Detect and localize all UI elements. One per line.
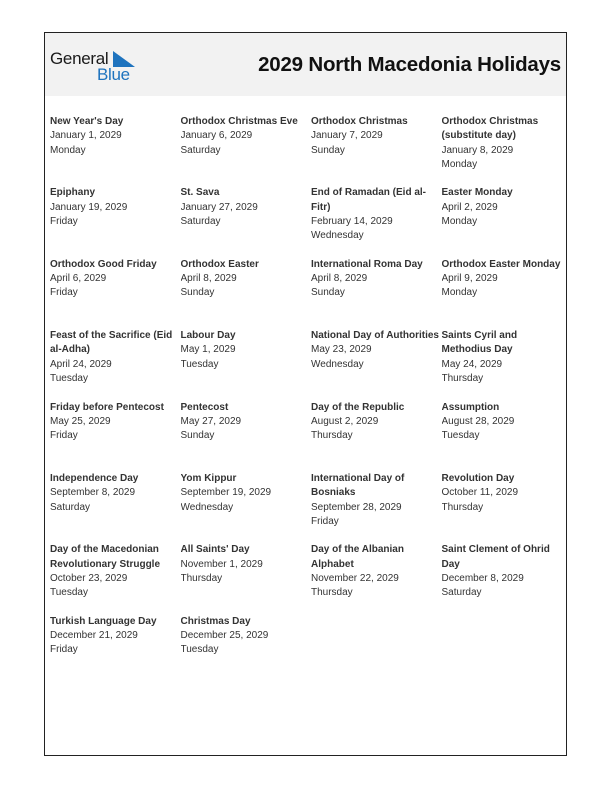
holiday-name: Pentecost (180, 401, 229, 413)
holiday-date: May 1, 2029 (180, 344, 236, 356)
holiday-date: December 8, 2029 (441, 572, 524, 584)
holiday-entry (50, 258, 181, 329)
holiday-date: April 8, 2029 (311, 273, 368, 285)
holiday-weekday: Sunday (311, 144, 345, 156)
holiday-name: Day of the Albanian Alphabet (311, 544, 404, 570)
holiday-date: April 8, 2029 (180, 273, 237, 285)
holiday-name: Assumption (441, 401, 500, 413)
holiday-name: All Saints' Day (180, 544, 250, 556)
holiday-entry (181, 472, 312, 543)
holiday-weekday: Sunday (311, 287, 345, 299)
holiday-weekday: Saturday (180, 215, 221, 227)
holiday-entry (442, 186, 570, 257)
holiday-date: December 21, 2029 (50, 630, 138, 642)
holiday-date: January 7, 2029 (311, 130, 383, 142)
holiday-date: May 24, 2029 (441, 358, 503, 370)
holiday-name: International Roma Day (311, 258, 423, 270)
holiday-date: January 6, 2029 (180, 130, 253, 142)
holiday-name: Turkish Language Day (50, 615, 157, 627)
holiday-weekday: Monday (441, 287, 478, 299)
holiday-weekday: Tuesday (180, 358, 219, 370)
holiday-name: International Day of Bosniaks (311, 472, 405, 499)
holiday-weekday: Monday (441, 215, 478, 227)
holiday-entry (442, 472, 570, 543)
holiday-weekday: Tuesday (50, 373, 88, 385)
holiday-name: Orthodox Christmas (311, 116, 408, 127)
holiday-weekday: Wednesday (311, 230, 364, 242)
holiday-name: Yom Kippur (180, 472, 237, 484)
holiday-entry (50, 472, 181, 543)
holiday-list (50, 115, 570, 686)
holiday-name: Friday before Pentecost (50, 401, 164, 413)
holiday-name: Epiphany (50, 187, 96, 199)
holiday-weekday: Friday (50, 215, 78, 227)
holiday-name: Orthodox Christmas Eve (180, 116, 298, 127)
holiday-date: April 24, 2029 (50, 358, 112, 370)
holiday-entry (311, 543, 442, 614)
holiday-name: Feast of the Sacrifice (Eid al-Adha) (50, 330, 173, 356)
holiday-date: January 27, 2029 (180, 201, 258, 213)
holiday-entry (50, 401, 181, 472)
holiday-weekday: Tuesday (441, 430, 480, 442)
holiday-weekday: Friday (50, 644, 78, 656)
holiday-entry (50, 115, 181, 186)
holiday-entry (181, 401, 312, 472)
holiday-entry (442, 115, 570, 186)
holiday-entry (442, 543, 570, 614)
holiday-name: Orthodox Christmas (substitute day) (441, 116, 539, 142)
holiday-date: April 2, 2029 (441, 201, 498, 213)
holiday-date: May 27, 2029 (180, 415, 242, 427)
holiday-date: February 14, 2029 (311, 215, 393, 227)
holiday-date: January 8, 2029 (441, 144, 514, 156)
holiday-date: December 25, 2029 (180, 630, 269, 642)
holiday-weekday: Sunday (180, 287, 215, 299)
holiday-name: Easter Monday (441, 187, 513, 199)
logo-text-blue: Blue (97, 65, 130, 84)
holiday-name: Saints Cyril and Methodius Day (441, 330, 518, 356)
logo-text-general: General (50, 49, 109, 68)
holiday-entry (50, 329, 181, 400)
holiday-entry (442, 329, 570, 400)
page-title: 2029 North Macedonia Holidays (258, 53, 561, 76)
holiday-weekday: Monday (50, 144, 86, 156)
holiday-weekday: Saturday (50, 501, 91, 513)
holiday-weekday: Friday (50, 430, 78, 442)
holiday-name: Labour Day (180, 330, 236, 342)
holiday-date: November 1, 2029 (180, 558, 263, 570)
holiday-date: October 23, 2029 (50, 572, 128, 584)
holiday-date: May 25, 2029 (50, 415, 111, 427)
holiday-date: January 1, 2029 (50, 130, 122, 142)
holiday-entry (311, 329, 442, 400)
holiday-name: National Day of Authorities (311, 330, 439, 342)
holiday-entry (50, 186, 181, 257)
holiday-date: May 23, 2029 (311, 344, 372, 356)
holiday-weekday: Tuesday (50, 587, 88, 599)
holiday-name: New Year's Day (50, 116, 124, 127)
holiday-date: August 28, 2029 (441, 415, 515, 427)
holiday-entry (311, 258, 442, 329)
holiday-weekday: Thursday (311, 587, 353, 599)
holiday-entry (181, 543, 312, 614)
generalblue-logo (50, 47, 140, 87)
holiday-name: Christmas Day (180, 615, 251, 627)
holiday-date: November 22, 2029 (311, 572, 399, 584)
holiday-weekday: Monday (441, 158, 478, 170)
holiday-entry (50, 615, 181, 686)
holiday-date: September 28, 2029 (311, 501, 402, 513)
holiday-date: October 11, 2029 (441, 487, 519, 499)
holiday-weekday: Saturday (180, 144, 221, 156)
holiday-entry (50, 543, 181, 614)
holiday-weekday: Sunday (180, 430, 215, 442)
holiday-name: Orthodox Easter Monday (441, 258, 561, 270)
holiday-entry (181, 115, 312, 186)
holiday-name: Day of the Macedonian Revolutionary Struggle (50, 544, 161, 570)
holiday-date: April 9, 2029 (441, 273, 498, 285)
holiday-name: End of Ramadan (Eid al-Fitr) (311, 187, 427, 213)
holiday-weekday: Wednesday (180, 501, 234, 513)
holiday-entry (181, 186, 312, 257)
holiday-weekday: Friday (311, 515, 339, 527)
holiday-name: Orthodox Good Friday (50, 258, 157, 270)
holiday-weekday: Saturday (441, 587, 482, 599)
holiday-entry (181, 329, 312, 400)
holiday-entry (442, 401, 570, 472)
page-frame (44, 32, 567, 756)
holiday-weekday: Thursday (180, 572, 223, 584)
holiday-weekday: Friday (50, 287, 78, 299)
holiday-weekday: Tuesday (180, 644, 219, 656)
holiday-name: Independence Day (50, 472, 139, 484)
holiday-entry (311, 472, 442, 543)
holiday-weekday: Thursday (441, 373, 484, 385)
holiday-date: August 2, 2029 (311, 415, 379, 427)
holiday-name: Saint Clement of Ohrid Day (441, 544, 550, 570)
holiday-weekday: Thursday (311, 430, 353, 442)
holiday-weekday: Wednesday (311, 358, 364, 370)
holiday-date: September 19, 2029 (180, 487, 272, 499)
holiday-entry (311, 186, 442, 257)
holiday-entry (181, 258, 312, 329)
holiday-date: April 6, 2029 (50, 273, 107, 285)
holiday-name: Orthodox Easter (180, 258, 259, 270)
holiday-weekday: Thursday (441, 501, 484, 513)
holiday-name: St. Sava (180, 187, 220, 199)
header (45, 33, 566, 96)
holiday-name: Day of the Republic (311, 401, 405, 413)
holiday-entry (181, 615, 312, 686)
holiday-date: September 8, 2029 (50, 487, 136, 499)
holiday-date: January 19, 2029 (50, 201, 128, 213)
holiday-entry (311, 401, 442, 472)
holiday-entry (442, 258, 570, 329)
holiday-name: Revolution Day (441, 472, 515, 484)
holiday-entry (311, 115, 442, 186)
